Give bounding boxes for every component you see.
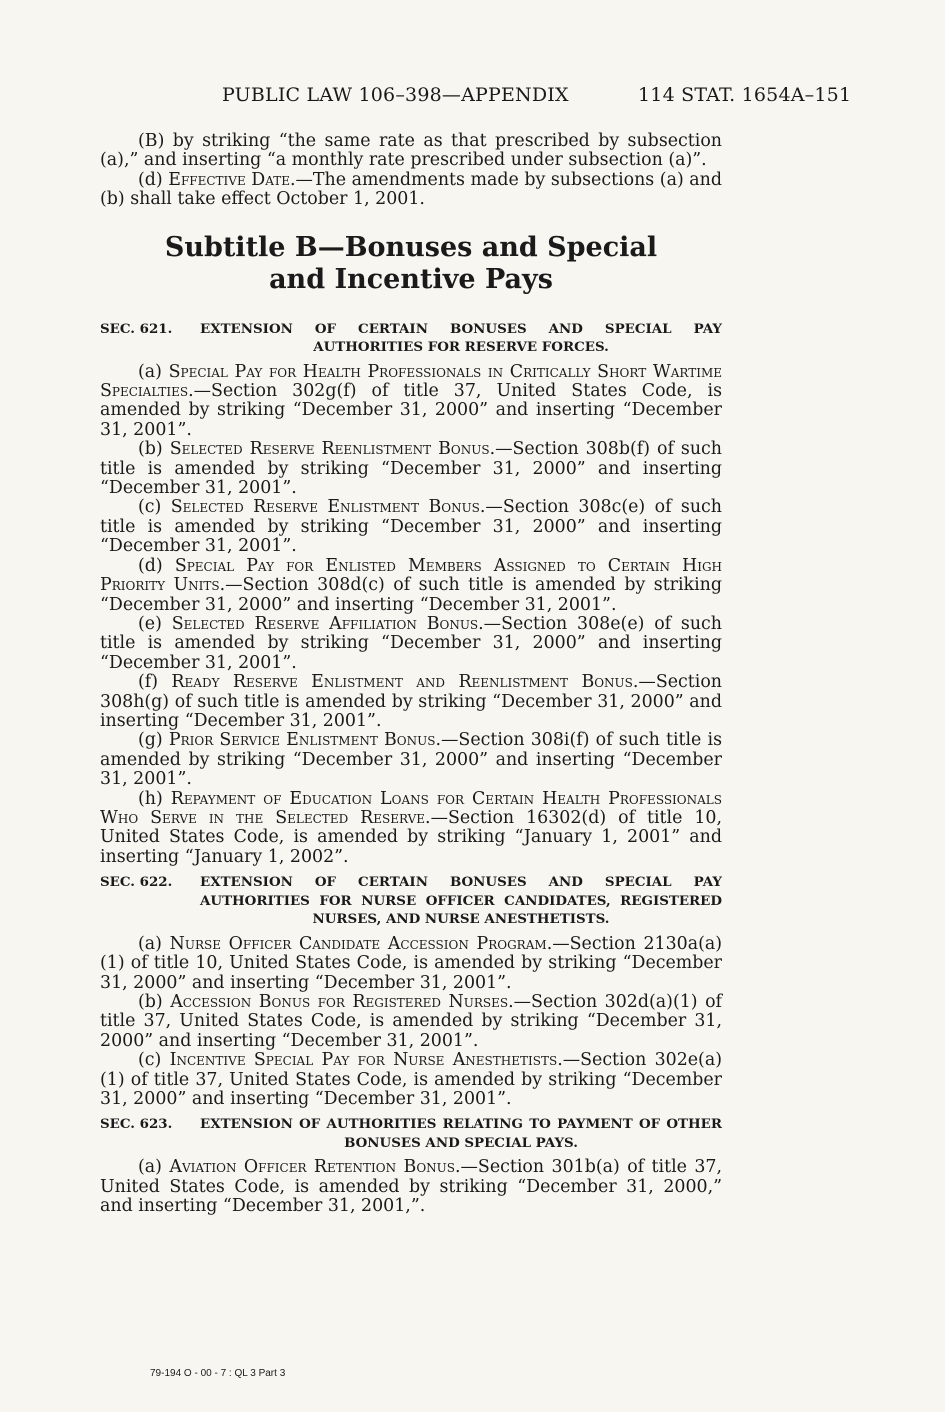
section-paragraph: (d) Special Pay for Enlisted Members Assigned to Certain High Priority Units.—Section 308d(c) of such title is amended by striking “December 31, 2000” and inserting “December 31, 2001”. [100,555,723,615]
paragraph-label: (a) [138,933,162,954]
paragraph-text: Section 302d(a)(1) of title 37, United States Code, is amended by striking “December 31, 2000” and inserting “December 31, 2001”. [100,991,722,1051]
paragraph-heading: Special Pay for Health Professionals in Critically Short Wartime Specialties [100,361,722,402]
paragraph-label: (c) [138,497,162,518]
paragraph-text: Section 302e(a)(1) of title 37, United States Code, is amended by striking “December 31, 2000” and inserting “December 31, 2001”. [100,1050,722,1109]
section-paragraph: (a) Aviation Officer Retention Bonus.—Section 301b(a) of title 37, United States Code, is amended by striking “December 31, 2000,” and inserting “December 31, 2001,”. [100,1157,723,1217]
section-number: SEC. 622. [100,874,173,891]
page-footer: 79-194 O - 00 - 7 : QL 3 Part 3 [150,1368,286,1379]
paragraph-text: (B) by striking “the same rate as that prescribed by subsection (a),” and inserting “a monthly rate prescribed under subsection (a)”. [100,131,722,171]
paragraph-text: Section 308h(g) of such title is amended by striking “December 31, 2000” and inserting “December 31, 2001”. [100,672,722,731]
section-paragraph: (b) Accession Bonus for Registered Nurses.—Section 302d(a)(1) of title 37, United States Code, is amended by striking “December 31, 2000” and inserting “December 31, 2001”. [100,991,722,1051]
paragraph-heading: Selected Reserve Affiliation Bonus [171,613,479,634]
paragraph-heading: Selected Reserve Reenlistment Bonus [169,439,490,460]
paragraph-label: (e) [138,613,162,634]
paragraph-heading: Ready Reserve Enlistment and Reenlistment Bonus [171,672,633,693]
sections-container [100,320,722,1217]
paragraph-text: Section 16302(d) of title 10, United States Code, is amended by striking “January 1, 2001” and inserting “January 1, 2002”. [100,807,722,867]
paragraph-heading: Repayment of Education Loans for Certain Health Professionals Who Serve in the Selected Reserve [100,788,722,828]
section-title: EXTENSION OF AUTHORITIES RELATING TO PAYMENT OF OTHER BONUSES AND SPECIAL PAYS. [200,1116,722,1151]
paragraph-text: Section 308d(c) of such title is amended by striking “December 31, 2000” and inserting “December 31, 2001”. [100,575,722,615]
paragraph-label: (d) [138,555,163,576]
paragraph-heading: Special Pay for Enlisted Members Assigned to Certain High Priority Units [100,555,723,596]
section-paragraph: (a) Special Pay for Health Professionals in Critically Short Wartime Specialties.—Section 302g(f) of title 37, United States Code, is amended by striking “December 31, 2000” and inserting “December 31, 2001”. [100,361,722,440]
section-title: EXTENSION OF CERTAIN BONUSES AND SPECIAL PAY AUTHORITIES FOR NURSE OFFICER CANDIDATES, REGISTERED NURSES, AND NURSE ANESTHETISTS. [200,874,722,928]
section-paragraph: (c) Selected Reserve Enlistment Bonus.—Section 308c(e) of such title is amended by striking “December 31, 2000” and inserting “December 31, 2001”. [100,497,722,557]
paragraph-heading: Incentive Special Pay for Nurse Anesthetists [169,1050,558,1071]
paragraph-heading: Effective Date [168,169,290,190]
section-paragraph: (c) Incentive Special Pay for Nurse Anesthetists.—Section 302e(a)(1) of title 37, United States Code, is amended by striking “December 31, 2000” and inserting “December 31, 2001”. [100,1050,722,1109]
paragraph-label: (b) [138,991,163,1012]
header-public-law: PUBLIC LAW 106–398—APPENDIX [222,84,569,106]
paragraph-text: Section 308i(f) of such title is amended by striking “December 31, 2000” and inserting “December 31, 2001”. [100,730,723,790]
paragraph-label: (h) [138,788,163,809]
paragraph-label: (c) [138,1050,162,1071]
paragraph-text: Section 308c(e) of such title is amended by striking “December 31, 2000” and inserting “December 31, 2001”. [100,497,722,557]
paragraph-text: The amendments made by subsections (a) and (b) shall take effect October 1, 2001. [100,169,722,210]
document-body [100,132,722,1217]
section-title: EXTENSION OF CERTAIN BONUSES AND SPECIAL PAY AUTHORITIES FOR RESERVE FORCES. [200,320,722,356]
paragraph-heading: Accession Bonus for Registered Nurses [170,991,509,1012]
intro-paragraph: (d) Effective Date.—The amendments made by subsections (a) and (b) shall take effect October 1, 2001. [100,169,722,210]
paragraph-label: (b) [138,439,163,460]
section-heading [100,320,722,357]
section-paragraph: (a) Nurse Officer Candidate Accession Program.—Section 2130a(a)(1) of title 10, United States Code, is amended by striking “December 31, 2000” and inserting “December 31, 2001”. [100,933,723,993]
intro-paragraph [100,132,722,171]
section-number: SEC. 623. [100,1116,173,1133]
paragraph-text: Section 301b(a) of title 37, United States Code, is amended by striking “December 31, 2000,” and inserting “December 31, 2001,”. [100,1157,723,1217]
paragraph-heading: Prior Service Enlistment Bonus [168,730,436,751]
section-heading [100,1115,722,1152]
paragraph-label: (g) [138,730,163,751]
subtitle-heading: Subtitle B—Bonuses and Special and Incentive Pays [164,231,658,295]
section-paragraph: (b) Selected Reserve Reenlistment Bonus.—Section 308b(f) of such title is amended by striking “December 31, 2000” and inserting “December 31, 2001”. [100,439,722,499]
section-heading [100,873,722,929]
header-stat-citation: 114 STAT. 1654A–151 [638,84,852,106]
section-paragraph: (f) Ready Reserve Enlistment and Reenlistment Bonus.—Section 308h(g) of such title is amended by striking “December 31, 2000” and inserting “December 31, 2001”. [100,672,722,731]
paragraph-text: Section 308b(f) of such title is amended by striking “December 31, 2000” and inserting “December 31, 2001”. [100,439,722,499]
paragraph-label: (a) [138,1157,162,1178]
paragraph-label: (a) [138,361,162,382]
paragraph-text: Section 2130a(a)(1) of title 10, United States Code, is amended by striking “December 31, 2000” and inserting “December 31, 2001”. [100,933,723,993]
paragraph-label: (f) [138,672,159,693]
section-number: SEC. 621. [100,320,173,337]
section-paragraph: (g) Prior Service Enlistment Bonus.—Section 308i(f) of such title is amended by striking “December 31, 2000” and inserting “December 31, 2001”. [100,730,723,790]
section-paragraph: (h) Repayment of Education Loans for Certain Health Professionals Who Serve in the Selected Reserve.—Section 16302(d) of title 10, United States Code, is amended by striking “January 1, 2001” and inserting “January 1, 2002”. [100,788,722,867]
paragraph-text: Section 302g(f) of title 37, United States Code, is amended by striking “December 31, 2000” and inserting “December 31, 2001”. [100,381,722,440]
paragraph-label: (d) [138,169,163,190]
section-paragraph: (e) Selected Reserve Affiliation Bonus.—Section 308e(e) of such title is amended by striking “December 31, 2000” and inserting “December 31, 2001”. [100,613,722,673]
paragraph-heading: Nurse Officer Candidate Accession Program [169,933,547,954]
paragraph-heading: Aviation Officer Retention Bonus [169,1157,455,1178]
paragraph-heading: Selected Reserve Enlistment Bonus [170,497,480,518]
paragraph-text: Section 308e(e) of such title is amended by striking “December 31, 2000” and inserting “December 31, 2001”. [100,613,722,673]
